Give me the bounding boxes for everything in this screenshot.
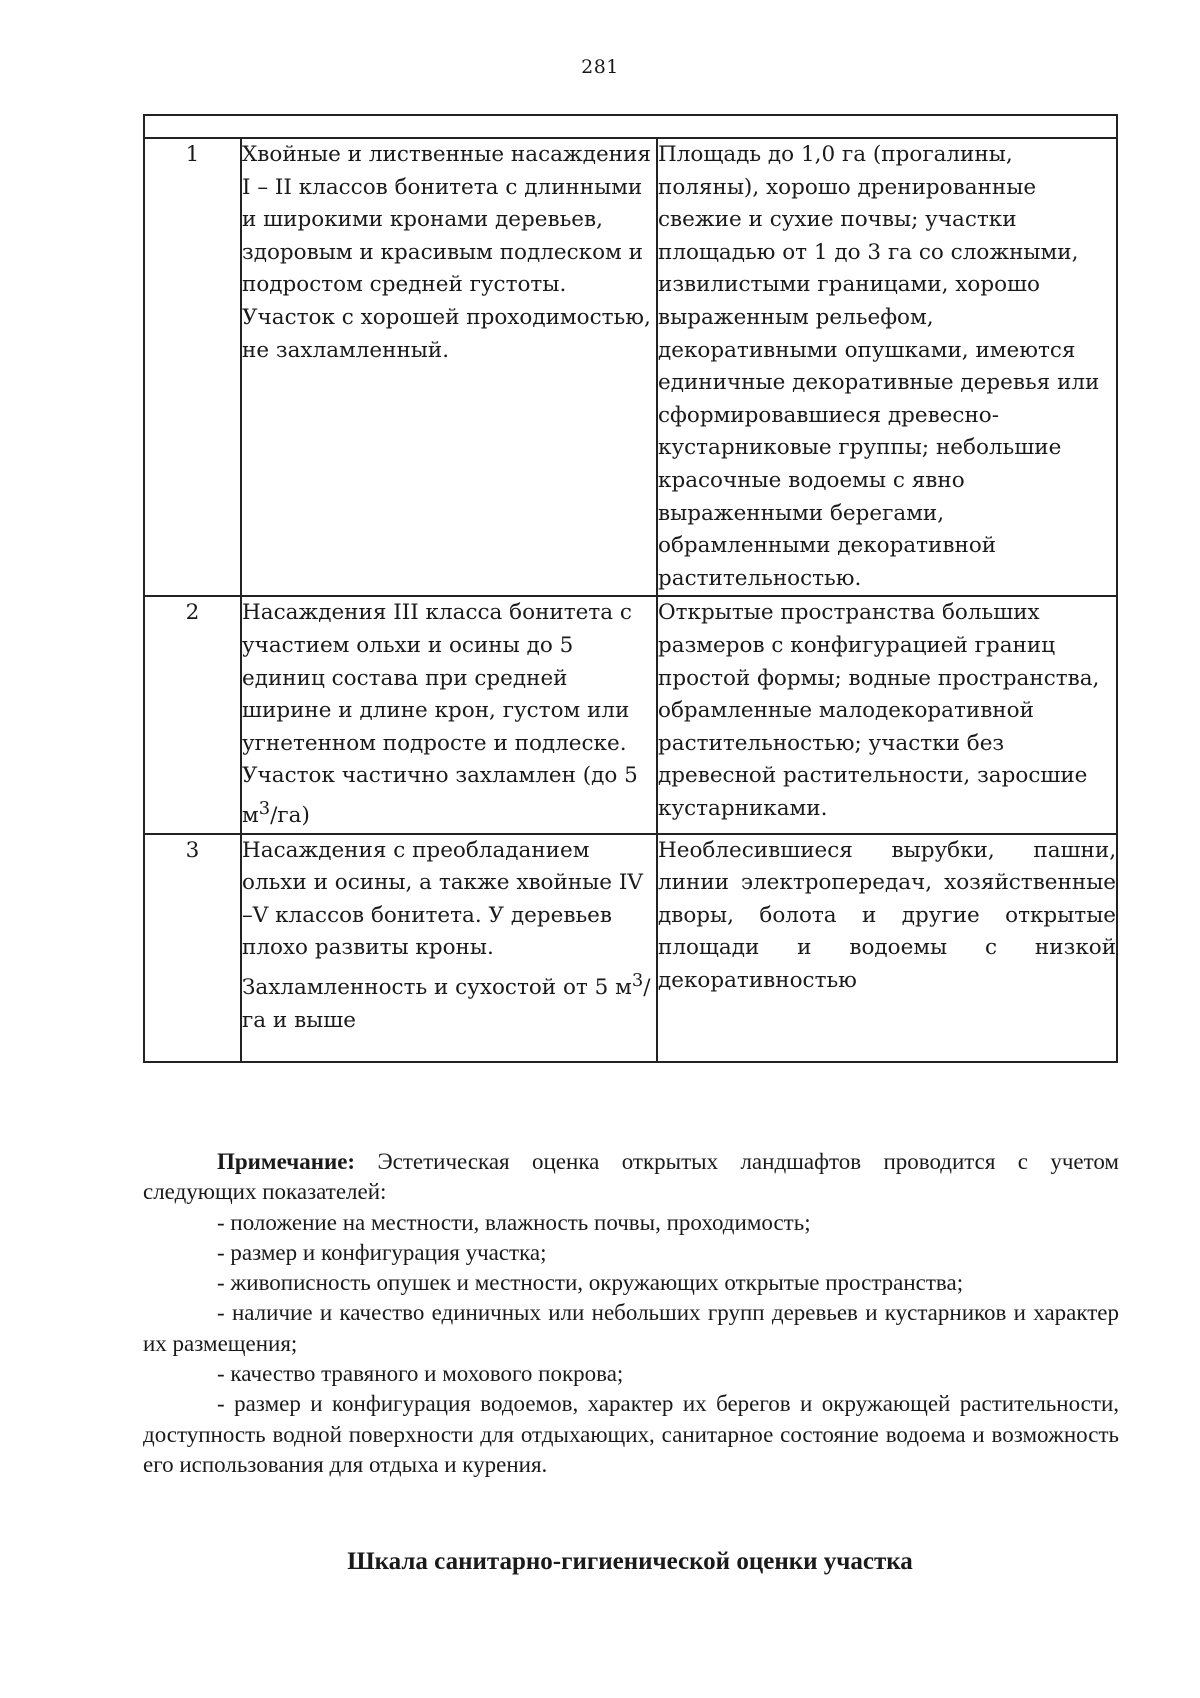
note-list-item: - наличие и качество единичных или небольших групп деревьев и кустарников и характер их размещения; (143, 1300, 1119, 1356)
open-space-description-cell (657, 138, 1117, 596)
note-list-item: - размер и конфигурация участка; (217, 1239, 547, 1265)
forest-description-suffix: /га и выше (242, 975, 651, 1033)
note-intro-paragraph (143, 1147, 1119, 1208)
aesthetic-assessment-table (143, 114, 1118, 1063)
note-list-item: - размер и конфигурация водоемов, характер их берегов и окружающей растительности, доступность водной поверхности для отдыхающих, санитарное состояние водоема и возможность его использования для отдыха и курения. (143, 1391, 1119, 1477)
cubic-superscript: 3 (258, 797, 271, 819)
forest-description-cell (241, 138, 657, 596)
note-section (143, 1147, 1119, 1480)
open-space-description-text: Площадь до 1,0 га (прогалины, поляны), хорошо дренированные свежие и сухие почвы; участки площадью от 1 до 3 га со сложными, извилистыми границами, хорошо выраженным рельефом, декоративными опушками, имеются единичные декоративные деревья или сформировавшиеся древесно-кустарниковые группы; небольшие красочные водоемы с явно выраженными берегами, обрамленными декоративной растительностью. (658, 142, 1100, 591)
forest-description-text: Хвойные и лиственные насаждения I – II классов бонитета с длинными и широкими кронами деревьев, здоровым и красивым подлеском и подростом средней густоты. Участок с хорошей проходимостью, не захламленный. (242, 142, 651, 363)
forest-description-cell (241, 596, 657, 833)
row-number-cell: 3 (144, 834, 241, 1062)
page-number: 281 (581, 56, 619, 78)
open-space-description-text: Открытые пространства больших размеров с конфигурацией границ простой формы; водные пространства, обрамленные малодекоративной растительностью; участки без древесной растительности, заросшие кустарниками. (658, 600, 1100, 821)
table-row (144, 138, 1117, 596)
cubic-superscript: 3 (631, 970, 644, 991)
forest-description-prefix: Насаждения с преобладанием ольхи и осины, а также хвойные IV –V классов бонитета. У деревьев плохо развиты кроны. Захламленность и сухостой от 5 м (242, 837, 643, 1001)
table-header-spacer-row (144, 115, 1117, 138)
forest-description-text (242, 835, 656, 1038)
section-heading: Шкала санитарно-гигиенической оценки участка (347, 1548, 913, 1575)
open-space-description-text: Необлесившиеся вырубки, пашни, линии электропередач, хозяйственные дворы, болота и другие открытые площади и водоемы с низкой декоративностью (658, 837, 1117, 993)
forest-description-cell (241, 834, 657, 1062)
note-list-item: - положение на местности, влажность почвы, проходимость; (217, 1209, 811, 1235)
forest-description-text (242, 597, 656, 832)
open-space-description-cell (657, 834, 1117, 1062)
open-space-description-cell (657, 596, 1117, 833)
forest-description-prefix: Насаждения III класса бонитета с участием ольхи и осины до 5 единиц состава при средней ширине и длине крон, густом или угнетенном подросте и подлеске. Участок частично захламлен (до 5 м (242, 600, 638, 829)
forest-description-suffix: /га) (270, 803, 310, 829)
note-list-item: - качество травяного и мохового покрова; (217, 1361, 624, 1387)
table-row (144, 834, 1117, 1062)
note-intro-text: Эстетическая оценка открытых ландшафтов проводится с учетом следующих показателей: (143, 1149, 1119, 1205)
row-number-cell: 1 (144, 138, 241, 596)
note-list-item: - живописность опушек и местности, окружающих открытые пространства; (217, 1270, 964, 1296)
table-row (144, 596, 1117, 833)
table-header-spacer-cell (144, 115, 1117, 138)
note-label: Примечание: (217, 1149, 356, 1174)
row-number-cell: 2 (144, 596, 241, 833)
